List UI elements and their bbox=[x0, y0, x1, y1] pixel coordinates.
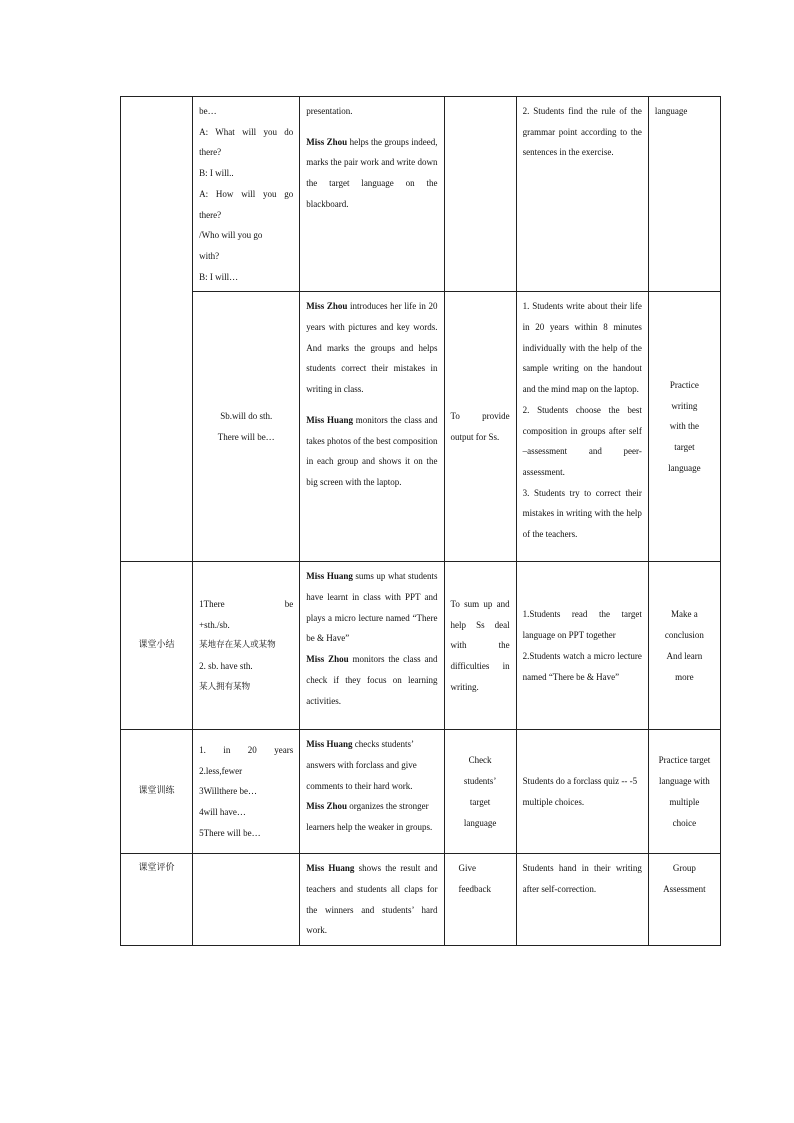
purpose-cell: Check students’ target language bbox=[444, 730, 516, 854]
teacher-activity-cell: Miss Zhou introduces her life in 20 years with pictures and key words. And marks the groups and helps students correct their mistakes in writing in class. Miss Huang monitors the class and takes photos of the best composition in each group and shows it on the big screen with the laptop. bbox=[300, 292, 444, 562]
content-cell: 1. in 20 years 2.less,fewer 3Willthere be… 4will have… 5There will be… bbox=[193, 730, 300, 854]
purpose-cell: Give feedback bbox=[444, 854, 516, 946]
goal-cell: Practice writing with the target language bbox=[648, 292, 720, 562]
stage-cell: 课堂训练 bbox=[121, 730, 193, 854]
stage-cell: 课堂评价 bbox=[121, 854, 193, 946]
teacher-activity-cell: Miss Huang checks students’ answers with forclass and give comments to their hard work. Miss Zhou organizes the stronger learners help the weaker in groups. bbox=[300, 730, 444, 854]
goal-cell: Group Assessment bbox=[648, 854, 720, 946]
content-cell: 1There be +sth./sb. 某地存在某人或某物 2. sb. have sth. 某人拥有某物 bbox=[193, 562, 300, 730]
content-cell: Sb.will do sth. There will be… bbox=[193, 292, 300, 562]
purpose-cell: To sum up and help Ss deal with the difficulties in writing. bbox=[444, 562, 516, 730]
purpose-cell bbox=[444, 97, 516, 292]
table-row bbox=[121, 292, 721, 562]
content-cell: be… A: What will you do there? B: I will.. A: How will you go there? /Who will you go with? B: I will… bbox=[193, 97, 300, 292]
stage-cell: 课堂小结 bbox=[121, 562, 193, 730]
content-cell bbox=[193, 854, 300, 946]
teacher-activity-cell: Miss Huang sums up what students have learnt in class with PPT and plays a micro lecture named “There be & Have” Miss Zhou monitors the class and check if they focus on learning activities. bbox=[300, 562, 444, 730]
goal-cell: language bbox=[648, 97, 720, 292]
student-activity-cell: Students do a forclass quiz -- -5 multiple choices. bbox=[516, 730, 648, 854]
table-row bbox=[121, 730, 721, 854]
lesson-plan-table bbox=[120, 96, 721, 946]
purpose-cell: To provide output for Ss. bbox=[444, 292, 516, 562]
teacher-activity-cell: presentation. Miss Zhou helps the groups indeed, marks the pair work and write down the target language on the blackboard. bbox=[300, 97, 444, 292]
table-row bbox=[121, 562, 721, 730]
student-activity-cell: 1.Students read the target language on PPT together 2.Students watch a micro lecture named “There be & Have” bbox=[516, 562, 648, 730]
goal-cell: Make a conclusion And learn more bbox=[648, 562, 720, 730]
goal-cell: Practice target language with multiple choice bbox=[648, 730, 720, 854]
student-activity-cell: 1. Students write about their life in 20 years within 8 minutes individually with the help of the sample writing on the handout and the mind map on the laptop. 2. Students choose the best composition in groups after self –assessment and peer-assessment. 3. Students try to correct their mistakes in writing with the help of the teachers. bbox=[516, 292, 648, 562]
stage-cell-empty bbox=[121, 97, 193, 562]
teacher-activity-cell: Miss Huang shows the result and teachers and students all claps for the winners and students’ hard work. bbox=[300, 854, 444, 946]
table-row bbox=[121, 854, 721, 946]
student-activity-cell: 2. Students find the rule of the grammar point according to the sentences in the exercise. bbox=[516, 97, 648, 292]
student-activity-cell: Students hand in their writing after self-correction. bbox=[516, 854, 648, 946]
table-row bbox=[121, 97, 721, 292]
